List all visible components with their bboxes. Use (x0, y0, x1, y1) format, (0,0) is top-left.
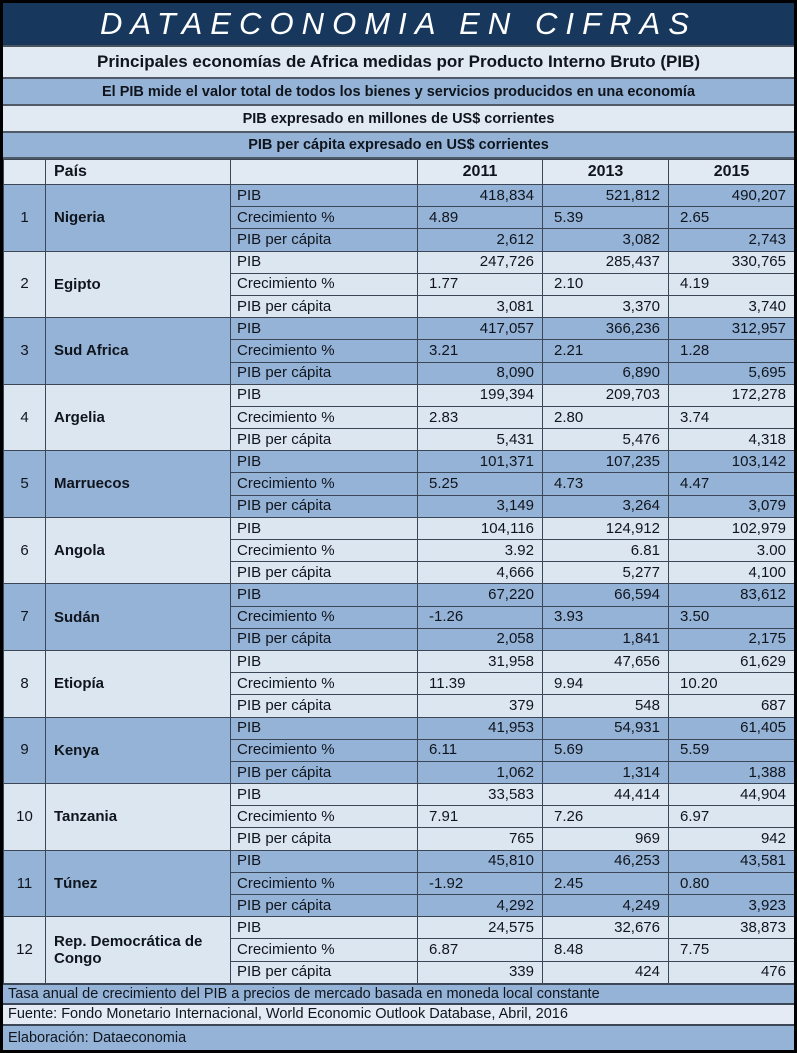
metric-value: 38,873 (669, 917, 795, 939)
footnote-growth-definition: Tasa anual de crecimiento del PIB a precios de mercado basada en moneda local constante (3, 984, 794, 1005)
metric-value: 2,058 (418, 628, 543, 650)
country-metric-row (4, 584, 795, 606)
year-header: 2015 (669, 160, 795, 185)
metric-label: Crecimiento % (231, 406, 418, 428)
metric-label: PIB (231, 451, 418, 473)
metric-label: PIB per cápita (231, 362, 418, 384)
metric-value: 10.20 (669, 673, 795, 695)
country-metric-row (4, 784, 795, 806)
metric-label: PIB per cápita (231, 895, 418, 917)
metric-value: 4.73 (543, 473, 669, 495)
metric-label: PIB (231, 517, 418, 539)
metric-label: PIB (231, 384, 418, 406)
metric-label: Crecimiento % (231, 273, 418, 295)
country-name: Túnez (46, 850, 231, 917)
metric-value: 43,581 (669, 850, 795, 872)
metric-value: 8.48 (543, 939, 669, 961)
country-name: Etiopía (46, 650, 231, 717)
gdp-table (3, 159, 795, 984)
metric-value: 2,743 (669, 229, 795, 251)
country-column-header: País (46, 160, 231, 185)
metric-value: 942 (669, 828, 795, 850)
metric-value: 33,583 (418, 784, 543, 806)
banner-pib-definition: El PIB mide el valor total de todos los bienes y servicios producidos en una economía (3, 79, 794, 106)
country-rank: 4 (4, 384, 46, 451)
metric-value: 1.28 (669, 340, 795, 362)
metric-label: PIB per cápita (231, 761, 418, 783)
metric-label: Crecimiento % (231, 806, 418, 828)
metric-value: 46,253 (543, 850, 669, 872)
country-rank: 7 (4, 584, 46, 651)
country-name: Kenya (46, 717, 231, 784)
metric-value: 4,249 (543, 895, 669, 917)
metric-label: PIB (231, 650, 418, 672)
metric-value: 44,904 (669, 784, 795, 806)
metric-value: 7.91 (418, 806, 543, 828)
metric-value: 4,100 (669, 562, 795, 584)
metric-label: PIB (231, 717, 418, 739)
metric-value: -1.92 (418, 872, 543, 894)
metric-label: PIB (231, 917, 418, 939)
country-name: Argelia (46, 384, 231, 451)
banner-pib-units: PIB expresado en millones de US$ corrientes (3, 106, 794, 133)
metric-value: 199,394 (418, 384, 543, 406)
metric-value: 3,081 (418, 295, 543, 317)
metric-value: 1,314 (543, 761, 669, 783)
metric-value: 476 (669, 961, 795, 983)
metric-value: 101,371 (418, 451, 543, 473)
metric-value: 3.92 (418, 540, 543, 562)
country-name: Sud Africa (46, 318, 231, 385)
metric-label: Crecimiento % (231, 872, 418, 894)
metric-value: 102,979 (669, 517, 795, 539)
country-metric-row (4, 850, 795, 872)
metric-value: 124,912 (543, 517, 669, 539)
metric-label: Crecimiento % (231, 207, 418, 229)
metric-header-empty (231, 160, 418, 185)
metric-value: 5,476 (543, 429, 669, 451)
metric-value: 107,235 (543, 451, 669, 473)
country-rank: 6 (4, 517, 46, 584)
metric-value: 11.39 (418, 673, 543, 695)
metric-value: 1.77 (418, 273, 543, 295)
country-metric-row (4, 384, 795, 406)
metric-label: PIB per cápita (231, 229, 418, 251)
metric-value: 3,079 (669, 495, 795, 517)
metric-label: PIB (231, 784, 418, 806)
metric-value: 418,834 (418, 185, 543, 207)
country-rank: 2 (4, 251, 46, 318)
country-metric-row (4, 251, 795, 273)
metric-value: 7.26 (543, 806, 669, 828)
metric-value: 8,090 (418, 362, 543, 384)
metric-value: 0.80 (669, 872, 795, 894)
metric-label: Crecimiento % (231, 473, 418, 495)
metric-value: 3,740 (669, 295, 795, 317)
page-title: DATAECONOMIA EN CIFRAS (3, 3, 794, 47)
country-rank: 5 (4, 451, 46, 518)
metric-value: 41,953 (418, 717, 543, 739)
metric-value: 2,175 (669, 628, 795, 650)
countries-body (4, 185, 795, 984)
metric-value: 4,318 (669, 429, 795, 451)
metric-value: 44,414 (543, 784, 669, 806)
metric-label: Crecimiento % (231, 739, 418, 761)
metric-value: 83,612 (669, 584, 795, 606)
metric-value: 3.50 (669, 606, 795, 628)
metric-value: 209,703 (543, 384, 669, 406)
metric-value: 6.11 (418, 739, 543, 761)
country-name: Rep. Democrática de Congo (46, 917, 231, 984)
metric-label: PIB per cápita (231, 828, 418, 850)
country-rank: 12 (4, 917, 46, 984)
metric-value: 2.45 (543, 872, 669, 894)
metric-value: 5,277 (543, 562, 669, 584)
metric-value: 47,656 (543, 650, 669, 672)
country-metric-row (4, 185, 795, 207)
metric-label: PIB per cápita (231, 961, 418, 983)
country-rank: 10 (4, 784, 46, 851)
metric-value: 490,207 (669, 185, 795, 207)
metric-label: PIB (231, 185, 418, 207)
metric-value: 687 (669, 695, 795, 717)
metric-value: 424 (543, 961, 669, 983)
metric-value: 4,292 (418, 895, 543, 917)
metric-value: 3,264 (543, 495, 669, 517)
metric-value: 3,149 (418, 495, 543, 517)
metric-value: 7.75 (669, 939, 795, 961)
metric-value: 6,890 (543, 362, 669, 384)
table-header-body (4, 160, 795, 185)
metric-label: Crecimiento % (231, 340, 418, 362)
country-metric-row (4, 917, 795, 939)
metric-label: PIB (231, 318, 418, 340)
country-name: Sudán (46, 584, 231, 651)
metric-value: 3,923 (669, 895, 795, 917)
metric-value: 3.74 (669, 406, 795, 428)
metric-label: PIB (231, 584, 418, 606)
metric-value: 5.25 (418, 473, 543, 495)
metric-value: 1,841 (543, 628, 669, 650)
metric-value: 6.81 (543, 540, 669, 562)
metric-value: 3.21 (418, 340, 543, 362)
banner-main-subtitle: Principales economías de Africa medidas por Producto Interno Bruto (PIB) (3, 47, 794, 79)
metric-value: 3,370 (543, 295, 669, 317)
year-header: 2011 (418, 160, 543, 185)
metric-value: -1.26 (418, 606, 543, 628)
metric-value: 24,575 (418, 917, 543, 939)
metric-value: 3.00 (669, 540, 795, 562)
metric-value: 247,726 (418, 251, 543, 273)
rank-header-empty (4, 160, 46, 185)
metric-value: 6.87 (418, 939, 543, 961)
metric-value: 2.21 (543, 340, 669, 362)
country-metric-row (4, 650, 795, 672)
metric-label: PIB per cápita (231, 695, 418, 717)
metric-value: 339 (418, 961, 543, 983)
metric-value: 67,220 (418, 584, 543, 606)
country-name: Nigeria (46, 185, 231, 252)
footnote-elaboration: Elaboración: Dataeconomia (3, 1026, 794, 1050)
metric-value: 1,062 (418, 761, 543, 783)
country-rank: 11 (4, 850, 46, 917)
country-name: Tanzania (46, 784, 231, 851)
metric-label: PIB per cápita (231, 628, 418, 650)
metric-value: 2,612 (418, 229, 543, 251)
metric-value: 104,116 (418, 517, 543, 539)
metric-value: 417,057 (418, 318, 543, 340)
country-name: Marruecos (46, 451, 231, 518)
metric-value: 2.65 (669, 207, 795, 229)
country-rank: 3 (4, 318, 46, 385)
metric-value: 61,405 (669, 717, 795, 739)
year-header: 2013 (543, 160, 669, 185)
country-rank: 1 (4, 185, 46, 252)
metric-value: 4.47 (669, 473, 795, 495)
metric-label: PIB per cápita (231, 562, 418, 584)
country-name: Egipto (46, 251, 231, 318)
metric-value: 54,931 (543, 717, 669, 739)
metric-value: 5,695 (669, 362, 795, 384)
metric-value: 5,431 (418, 429, 543, 451)
metric-value: 103,142 (669, 451, 795, 473)
metric-value: 765 (418, 828, 543, 850)
metric-label: PIB per cápita (231, 295, 418, 317)
metric-value: 3.93 (543, 606, 669, 628)
country-metric-row (4, 318, 795, 340)
metric-value: 2.80 (543, 406, 669, 428)
metric-value: 172,278 (669, 384, 795, 406)
metric-value: 5.59 (669, 739, 795, 761)
country-metric-row (4, 717, 795, 739)
metric-value: 31,958 (418, 650, 543, 672)
metric-value: 285,437 (543, 251, 669, 273)
country-metric-row (4, 517, 795, 539)
metric-value: 2.83 (418, 406, 543, 428)
metric-label: Crecimiento % (231, 939, 418, 961)
country-rank: 8 (4, 650, 46, 717)
metric-value: 4.19 (669, 273, 795, 295)
metric-value: 4.89 (418, 207, 543, 229)
metric-value: 969 (543, 828, 669, 850)
metric-value: 5.69 (543, 739, 669, 761)
table-header-row (4, 160, 795, 185)
metric-value: 9.94 (543, 673, 669, 695)
metric-label: PIB (231, 251, 418, 273)
metric-value: 5.39 (543, 207, 669, 229)
footnote-source: Fuente: Fondo Monetario Internacional, World Economic Outlook Database, Abril, 2016 (3, 1005, 794, 1026)
metric-value: 32,676 (543, 917, 669, 939)
country-metric-row (4, 451, 795, 473)
metric-value: 6.97 (669, 806, 795, 828)
metric-value: 379 (418, 695, 543, 717)
metric-value: 366,236 (543, 318, 669, 340)
metric-value: 66,594 (543, 584, 669, 606)
metric-label: Crecimiento % (231, 540, 418, 562)
metric-value: 312,957 (669, 318, 795, 340)
metric-value: 61,629 (669, 650, 795, 672)
metric-label: PIB (231, 850, 418, 872)
metric-value: 3,082 (543, 229, 669, 251)
metric-label: Crecimiento % (231, 673, 418, 695)
metric-value: 330,765 (669, 251, 795, 273)
country-rank: 9 (4, 717, 46, 784)
country-name: Angola (46, 517, 231, 584)
metric-value: 1,388 (669, 761, 795, 783)
metric-value: 521,812 (543, 185, 669, 207)
metric-label: PIB per cápita (231, 429, 418, 451)
metric-value: 45,810 (418, 850, 543, 872)
metric-value: 4,666 (418, 562, 543, 584)
metric-label: Crecimiento % (231, 606, 418, 628)
metric-value: 548 (543, 695, 669, 717)
banner-pib-per-capita-units: PIB per cápita expresado en US$ corrientes (3, 133, 794, 159)
metric-value: 2.10 (543, 273, 669, 295)
metric-label: PIB per cápita (231, 495, 418, 517)
